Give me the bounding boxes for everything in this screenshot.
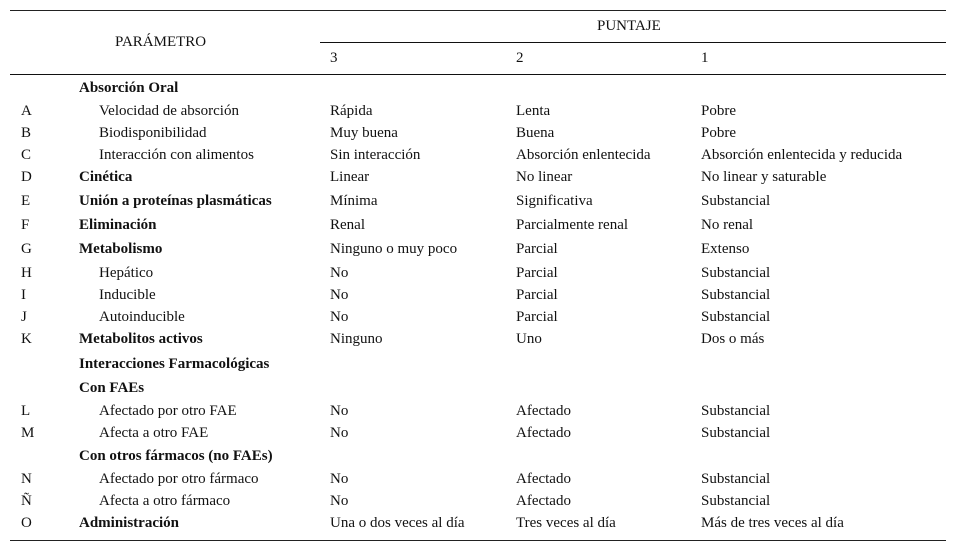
table-row bbox=[10, 284, 946, 306]
score-col-2: 2 bbox=[516, 50, 524, 66]
table-row bbox=[10, 122, 946, 144]
table-row bbox=[10, 238, 946, 260]
row-score-1: Substancial bbox=[701, 265, 771, 281]
row-letter: L bbox=[21, 403, 31, 419]
table-row bbox=[10, 468, 946, 490]
row-parameter: Afecta a otro FAE bbox=[99, 425, 209, 441]
table-row bbox=[10, 77, 946, 99]
row-letter: C bbox=[21, 147, 32, 163]
row-score-2: Parcial bbox=[516, 287, 558, 303]
table-row bbox=[10, 144, 946, 166]
table-row bbox=[10, 377, 946, 399]
row-score-1: No linear y saturable bbox=[701, 169, 827, 185]
row-letter: I bbox=[21, 287, 26, 303]
row-letter: E bbox=[21, 193, 31, 209]
row-parameter: Metabolitos activos bbox=[79, 331, 203, 347]
row-score-2: Significativa bbox=[516, 193, 593, 209]
row-score-1: No renal bbox=[701, 217, 754, 233]
row-score-2: Tres veces al día bbox=[516, 515, 616, 531]
row-parameter: Autoinducible bbox=[99, 309, 185, 325]
table-row bbox=[10, 422, 946, 444]
table-row bbox=[10, 328, 946, 350]
row-score-2: Parcial bbox=[516, 309, 558, 325]
row-parameter: Cinética bbox=[79, 169, 133, 185]
row-parameter: Administración bbox=[79, 515, 180, 531]
row-parameter: Afectado por otro fármaco bbox=[99, 471, 259, 487]
row-score-2: Afectado bbox=[516, 493, 571, 509]
row-score-3: Una o dos veces al día bbox=[330, 515, 465, 531]
row-score-1: Substancial bbox=[701, 425, 771, 441]
row-letter: D bbox=[21, 169, 32, 185]
row-parameter: Con otros fármacos (no FAEs) bbox=[79, 448, 273, 464]
row-parameter: Interacciones Farmacológicas bbox=[79, 356, 270, 372]
row-score-3: Rápida bbox=[330, 103, 373, 119]
row-score-2: Afectado bbox=[516, 403, 571, 419]
row-score-3: No bbox=[330, 265, 349, 281]
row-letter: K bbox=[21, 331, 32, 347]
row-score-2: Buena bbox=[516, 125, 555, 141]
row-letter: B bbox=[21, 125, 32, 141]
row-parameter: Unión a proteínas plasmáticas bbox=[79, 193, 272, 209]
row-parameter: Con FAEs bbox=[79, 380, 145, 396]
row-score-2: Absorción enlentecida bbox=[516, 147, 651, 163]
row-score-1: Substancial bbox=[701, 471, 771, 487]
row-parameter: Hepático bbox=[99, 265, 154, 281]
row-parameter: Eliminación bbox=[79, 217, 157, 233]
table-row bbox=[10, 353, 946, 375]
row-parameter: Absorción Oral bbox=[79, 80, 179, 96]
table-row bbox=[10, 306, 946, 328]
row-letter: G bbox=[21, 241, 32, 257]
row-score-2: Uno bbox=[516, 331, 542, 347]
score-header: PUNTAJE bbox=[597, 18, 661, 34]
row-score-1: Pobre bbox=[701, 103, 736, 119]
row-score-3: Renal bbox=[330, 217, 365, 233]
row-score-1: Más de tres veces al día bbox=[701, 515, 844, 531]
row-score-1: Substancial bbox=[701, 493, 771, 509]
row-score-3: Sin interacción bbox=[330, 147, 421, 163]
row-score-3: No bbox=[330, 471, 349, 487]
table-row bbox=[10, 100, 946, 122]
row-score-1: Substancial bbox=[701, 287, 771, 303]
row-letter: N bbox=[21, 471, 32, 487]
row-score-1: Substancial bbox=[701, 193, 771, 209]
table-row bbox=[10, 190, 946, 212]
row-score-3: Muy buena bbox=[330, 125, 398, 141]
row-parameter: Afectado por otro FAE bbox=[99, 403, 237, 419]
table-row bbox=[10, 214, 946, 236]
table-row bbox=[10, 262, 946, 284]
row-parameter: Biodisponibilidad bbox=[99, 125, 207, 141]
header-bottom-rule bbox=[10, 74, 946, 75]
row-letter: Ñ bbox=[21, 493, 32, 509]
row-letter: M bbox=[21, 425, 35, 441]
row-letter: A bbox=[21, 103, 32, 119]
row-score-2: Afectado bbox=[516, 471, 571, 487]
row-score-3: Mínima bbox=[330, 193, 378, 209]
row-score-3: Linear bbox=[330, 169, 370, 185]
row-score-1: Extenso bbox=[701, 241, 750, 257]
row-parameter: Metabolismo bbox=[79, 241, 163, 257]
row-score-3: Ninguno o muy poco bbox=[330, 241, 458, 257]
row-score-2: Parcialmente renal bbox=[516, 217, 629, 233]
row-score-2: Parcial bbox=[516, 241, 558, 257]
row-parameter: Afecta a otro fármaco bbox=[99, 493, 231, 509]
score-col-1: 1 bbox=[701, 50, 709, 66]
table-row bbox=[10, 490, 946, 512]
row-score-3: Ninguno bbox=[330, 331, 383, 347]
row-letter: O bbox=[21, 515, 32, 531]
row-score-3: No bbox=[330, 493, 349, 509]
row-score-2: Afectado bbox=[516, 425, 571, 441]
row-score-2: Lenta bbox=[516, 103, 551, 119]
row-score-3: No bbox=[330, 425, 349, 441]
row-letter: H bbox=[21, 265, 32, 281]
table-row bbox=[10, 166, 946, 188]
row-score-3: No bbox=[330, 287, 349, 303]
row-score-3: No bbox=[330, 403, 349, 419]
row-letter: J bbox=[21, 309, 27, 325]
table-row bbox=[10, 445, 946, 467]
row-parameter: Inducible bbox=[99, 287, 156, 303]
param-header: PARÁMETRO bbox=[115, 34, 207, 50]
row-score-3: No bbox=[330, 309, 349, 325]
row-score-2: Parcial bbox=[516, 265, 558, 281]
row-letter: F bbox=[21, 217, 30, 233]
row-parameter: Velocidad de absorción bbox=[99, 103, 239, 119]
score-col-3: 3 bbox=[330, 50, 338, 66]
row-parameter: Interacción con alimentos bbox=[99, 147, 254, 163]
row-score-1: Pobre bbox=[701, 125, 736, 141]
row-score-1: Absorción enlentecida y reducida bbox=[701, 147, 903, 163]
score-header-rule bbox=[320, 42, 946, 43]
row-score-1: Substancial bbox=[701, 309, 771, 325]
table-row bbox=[10, 400, 946, 422]
row-score-1: Dos o más bbox=[701, 331, 765, 347]
row-score-2: No linear bbox=[516, 169, 573, 185]
table-row bbox=[10, 512, 946, 534]
row-score-1: Substancial bbox=[701, 403, 771, 419]
